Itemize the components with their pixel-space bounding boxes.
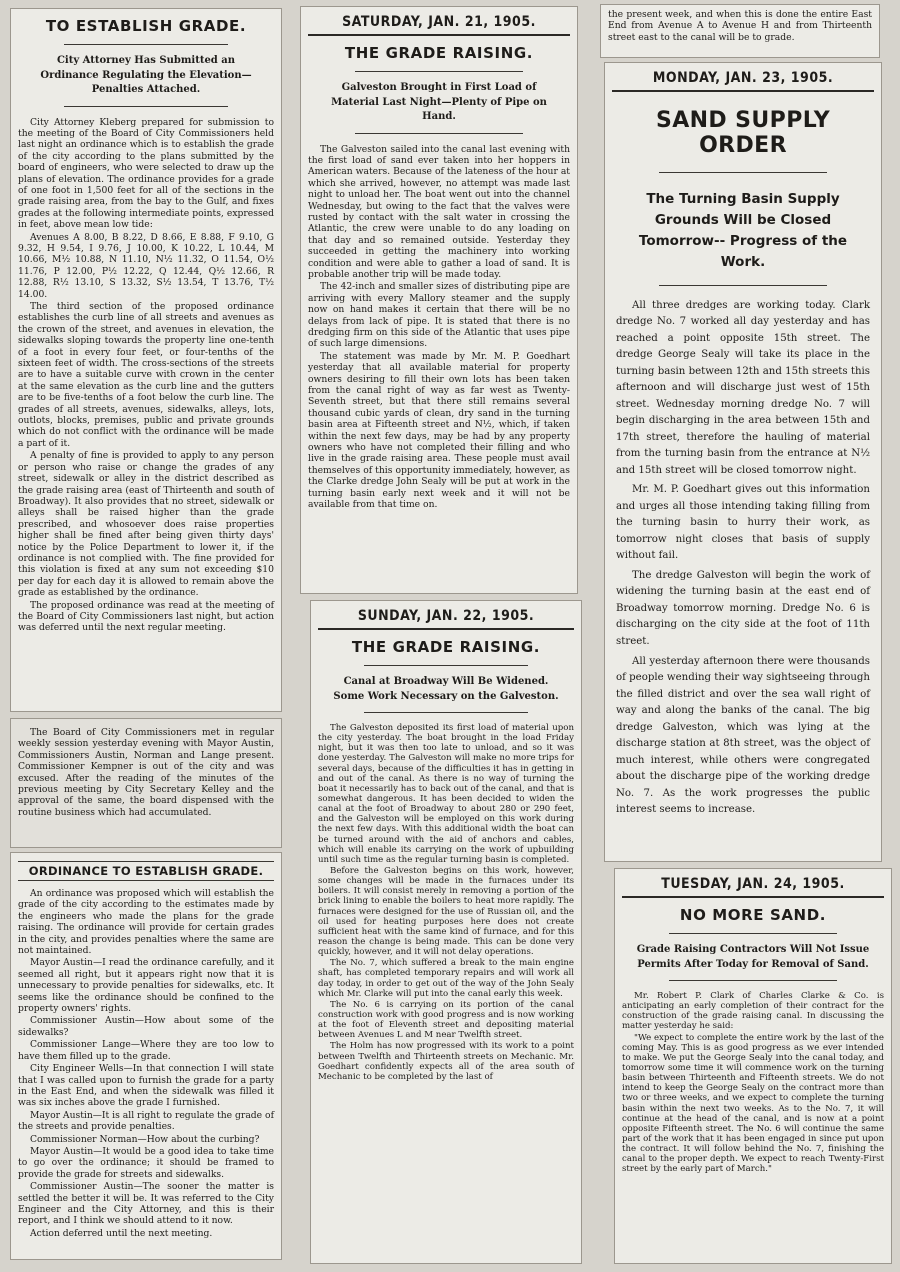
clipping-jan-23-sand-supply-order <box>604 62 882 862</box>
paragraph: The proposed ordinance was read at the meeting of the Board of City Commissioners last night, but action was deferred until the next regular meeting. <box>18 599 274 634</box>
clipping-headline: TO ESTABLISH GRADE. <box>45 17 247 35</box>
paragraph: All yesterday afternoon there were thousands of people wending their way sightseeing through the filled district and over the sea wall right of way and along the banks of the canal. The big dredge Galveston, which was lying at the discharge station at 8th street, was the object of much interest, while others were congregated about the discharge pipe of the working dredge No. 7. As the work progresses the public interest seems to increase. <box>616 655 870 816</box>
paragraph: City Attorney Kleberg prepared for submission to the meeting of the Board of City Commissioners held last night an ordinance which is to establish the grade of the city according to the plans submitted by the board of engineers, who were selected to draw up the plans of elevation. The ordinance provides for a grade of one foot in 1,500 feet for all of the sections in the grade raising area, from the bay to the Gulf, and fixes grades at the following intermediate points, expressed in feet, above mean low tide: <box>18 116 274 231</box>
paragraph: "We expect to complete the entire work by the last of the coming May. This is as good progress as we ever intended to make. We put the George Sealy into the canal today, and tomorrow some time it will commence work on the turning basin between Thirteenth and Fifteenth streets. We do not intend to keep the George Sealy on the contract more than two or three weeks, and we expect to complete the turning basin within the next two weeks. As to the No. 7, it will continue at the head of the canal, and is now at a point opposite Fifteenth street. The No. 6 will continue the same part of the work that it has been engaged in since put upon the contract. It will follow behind the No. 7, finishing the canal to the proper depth. We expect to reach Twenty-First street by the early part of March." <box>622 1032 884 1175</box>
clipping-body <box>622 987 884 1175</box>
clipping-dateline: TUESDAY, JAN. 24, 1905. <box>622 873 884 898</box>
paragraph: The No. 6 is carrying on its portion of the canal construction work with good progress and is now working at the foot of Eleventh street and depositing material between Avenues L and M near Twelfth street. <box>318 999 574 1041</box>
divider <box>355 71 523 72</box>
clipping-headline: THE GRADE RAISING. <box>351 638 541 656</box>
paragraph: Mayor Austin—It is all right to regulate the grade of the streets and provide penalties. <box>18 1109 274 1133</box>
clipping-dateline: SATURDAY, JAN. 21, 1905. <box>308 11 570 36</box>
divider <box>355 133 523 134</box>
divider <box>364 665 528 666</box>
paragraph: Avenues A 8.00, B 8.22, D 8.66, E 8.88, F 9.10, G 9.32, H 9.54, I 9.76, J 10.00, K 10.22, L 10.44, M 10.66, M½ 10.88, N 11.10, N½ 11.32, O 11.54, O½ 11.76, P 12.00, P½ 12.22, Q 12.44, Q½ 12.66, R 12.88, R½ 13.10, S 13.32, S½ 13.54, T 13.76, T½ 14.00. <box>18 231 274 300</box>
paragraph: The No. 7, which suffered a break to the main engine shaft, has completed temporary repairs and will work all day today, in order to get out of the way of the John Sealy which Mr. Clarke will put into the canal early this week. <box>318 958 574 999</box>
clipping-continuation <box>600 4 880 58</box>
paragraph: Mr. Robert P. Clark of Charles Clarke & Co. is anticipating an early completion of their contract for the construction of the grade raising canal. In discussing the matter yesterday he said: <box>622 991 884 1032</box>
section-headline: ORDINANCE TO ESTABLISH GRADE. <box>18 861 274 881</box>
paragraph: An ordinance was proposed which will establish the grade of the city according to the estimates made by the engineers who made the plans for the grade raising. The ordinance will provide for certain grades in the city, and provides penalties where the same are not maintained. <box>18 888 274 957</box>
paragraph: The Galveston sailed into the canal last evening with the first load of sand ever taken into her hoppers in American waters. Because of the lateness of the hour at which she arrived, however, no attempt was made last night to unload her. The boat went out into the channel Wednesday, but owing to the fact that the valves were rusted by contact with the salt water in crossing the Atlantic, the crew were unable to do any loading on that day and so remained outside. Yesterday they succeeded in getting the machinery into working condition and were able to gather a load of sand. It is probable another trip will be made today. <box>308 143 570 280</box>
clipping-headline: THE GRADE RAISING. <box>344 44 534 62</box>
divider <box>64 44 228 45</box>
clipping-subhead: City Attorney Has Submitted an Ordinance Regulating the Elevation—Penalties Attached. <box>40 55 252 95</box>
paragraph: the present week, and when this is done the entire East End from Avenue A to Avenue H and from Thirteenth street east to the canal will be to grade. <box>608 9 872 43</box>
clipping-board-meeting <box>10 718 282 848</box>
paragraph: City Engineer Wells—In that connection I will state that I was called upon to furnish the grade for a party in the East End, and when the sidewalk was filled it was six inches above the grade I furnished. <box>18 1063 274 1109</box>
clipping-jan-21-grade-raising <box>300 6 578 594</box>
paragraph: Mr. M. P. Goedhart gives out this information and urges all those intending taking filling from the turning basin to hurry their work, as tomorrow night closes that basis of supply without fail. <box>616 484 870 562</box>
divider <box>659 285 827 286</box>
divider <box>659 172 827 173</box>
clipping-dateline: SUNDAY, JAN. 22, 1905. <box>318 605 574 630</box>
paragraph: The third section of the proposed ordinance establishes the curb line of all streets and avenues as the crown of the street, and avenues in elevation, the sidewalks sloping towards the property line one-tenth of a foot in every four feet, or four-tenths of the sixteen feet of width. The cross-sections of the streets are to have a suitable curve with crown in the center at the same elevation as the curb line and the gutters are to be five-tenths of a foot below the curb line. The grades of all streets, avenues, sidewalks, alleys, lots, outlots, blocks, premises, public and private grounds which do not conflict with the ordinance will be made a part of it. <box>18 301 274 449</box>
paragraph: The 42-inch and smaller sizes of distributing pipe are arriving with every Mallory steamer and the supply now on hand makes it certain that there will be no delays from lack of pipe. It is stated that there is no dredging firm on this side of the Atlantic that uses pipe of such large dimensions. <box>308 281 570 350</box>
paragraph: Commissioner Austin—How about some of the sidewalks? <box>18 1015 274 1038</box>
paragraph: A penalty of fine is provided to apply to any person or person who raise or change the grades of any street, sidewalk or alley in the district described as the grade raising area (east of Thirteenth and south of Broadway). It also provides that no street, sidewalk or alleys shall be raised higher than the grade prescribed, and whosoever does raise properties higher shall be fined after being given thirty days' notice by the Police Department to lower it, if the ordinance is not complied with. The fine provided for this violation is fixed at any sum not exceeding $10 per day for each day it is allowed to remain above the grade as established by the ordinance. <box>18 450 274 599</box>
clipping-jan-22-grade-raising <box>310 600 582 1264</box>
paragraph: Commissioner Lange—Where they are too low to have them filled up to the grade. <box>18 1039 274 1062</box>
paragraph: The Galveston deposited its first load of material upon the city yesterday. The boat brought in the load Friday night, but it was then too late to unload, and so it was done yesterday. The Galveston will make no more trips for several days, because of the difficulties it has in getting in and out of the canal. As there is no way of turning the boat it necessarily has to back out of the canal, and that is somewhat dangerous. It has been decided to widen the canal at the foot of Broadway to about 280 or 290 feet, and the Galveston will be employed on this work during the next few days. With this additional width the boat can be turned around with the aid of anchors and cables, which will enable its carrying on the work of upbuilding until such time as the regular turning basin is completed. <box>318 723 574 865</box>
clipping-subhead: Grade Raising Contractors Will Not Issue Permits After Today for Removal of Sand. <box>636 944 870 970</box>
paragraph: Mayor Austin—I read the ordinance carefully, and it seemed all right, but it appears right now that it is unnecessary to provide penalties for sidewalks, etc. It seems like the ordinance should be confined to the property owners' rights. <box>18 957 274 1015</box>
clipping-jan-24-no-more-sand <box>614 868 892 1264</box>
clipping-body <box>18 113 274 634</box>
clipping-headline: SAND SUPPLY ORDER <box>655 108 831 158</box>
clipping-headline: NO MORE SAND. <box>679 906 827 924</box>
divider <box>64 106 228 107</box>
paragraph: The dredge Galveston will begin the work of widening the turning basin at the east end of Broadway tomorrow morning. Dredge No. 6 is discharging on the city side at the foot of 11th street. <box>616 569 870 647</box>
paragraph: Action deferred until the next meeting. <box>30 1227 213 1239</box>
paragraph: The Board of City Commissioners met in regular weekly session yesterday evening with Mayor Austin, Commissioners Austin, Norman and Lange present. Commissioner Kempner is out of the city and was excused. After the reading of the minutes of the previous meeting by City Secretary Kelley and the approval of the same, the board dispensed with the routine business which had accumulated. <box>18 727 274 818</box>
divider <box>669 980 837 981</box>
clipping-body <box>18 884 274 1239</box>
clipping-body <box>608 9 872 43</box>
clipping-subhead: Galveston Brought in First Load of Material Last Night—Plenty of Pipe on Hand. <box>331 82 547 122</box>
paragraph: The Holm has now progressed with its work to a point between Twelfth and Thirteenth streets on Mechanic. Mr. Goedhart confidently expects all of the area south of Mechanic to be completed by the last of <box>318 1041 574 1082</box>
divider <box>669 933 837 934</box>
clipping-ordinance-to-establish-grade <box>10 852 282 1260</box>
clipping-subhead: Canal at Broadway Will Be Widened. Some Work Necessary on the Galveston. <box>333 676 559 702</box>
paragraph: The statement was made by Mr. M. P. Goedhart yesterday that all available material for property owners desiring to fill their own lots has been taken from the canal right of way as far west as Twenty-Seventh street, but that there still remains several thousand cubic yards of clean, dry sand in the turning basin area at Fifteenth street and N½, which, if taken within the next few days, may be had by any property owners who have not completed their filling and who live in the grade raising area. These people must avail themselves of this opportunity immediately, however, as the Clarke dredge John Sealy will be put at work in the turning basin early next week and it will not be available from that time on. <box>308 350 570 511</box>
paragraph: Commissioner Austin—The sooner the matter is settled the better it will be. It was referred to the City Engineer and the City Attorney, and this is their report, and I think we should attend to it now. <box>18 1181 274 1227</box>
paragraph: Mayor Austin—It would be a good idea to take time to go over the ordinance; it should be framed to provide the grade for streets and sidewalks. <box>18 1145 274 1180</box>
clipping-body <box>318 719 574 1082</box>
paragraph: Commissioner Norman—How about the curbing? <box>30 1133 260 1145</box>
paragraph: All three dredges are working today. Clark dredge No. 7 worked all day yesterday and has reached a point opposite 15th street. The dredge George Sealy will take its place in the turning basin between 12th and 15th streets this afternoon and will discharge just west of 15th street. Wednesday morning dredge No. 7 will begin discharging in the area between 15th and 17th street, therefore the hauling of material from the turning basin from the entrance at N½ and 15th street will be closed tomorrow night. <box>616 299 870 476</box>
clipping-body <box>18 723 274 818</box>
clipping-dateline: MONDAY, JAN. 23, 1905. <box>612 67 874 92</box>
divider <box>364 712 528 713</box>
clipping-subhead: The Turning Basin Supply Grounds Will be Closed Tomorrow-- Progress of the Work. <box>638 191 848 270</box>
clipping-to-establish-grade <box>10 8 282 712</box>
clipping-body <box>308 140 570 511</box>
clipping-body <box>612 292 874 819</box>
paragraph: Before the Galveston begins on this work, however, some changes will be made in the furnaces under its boilers. It will consist merely in removing a portion of the brick lining to enable the boilers to heat more rapidly. The furnaces were designed for the use of Russian oil, and the oil used for heating purposes here does not create sufficient heat with the same kind of furnace, and for this reason the change is being made. This can be done very quickly, however, and it will not delay operations. <box>318 865 574 958</box>
